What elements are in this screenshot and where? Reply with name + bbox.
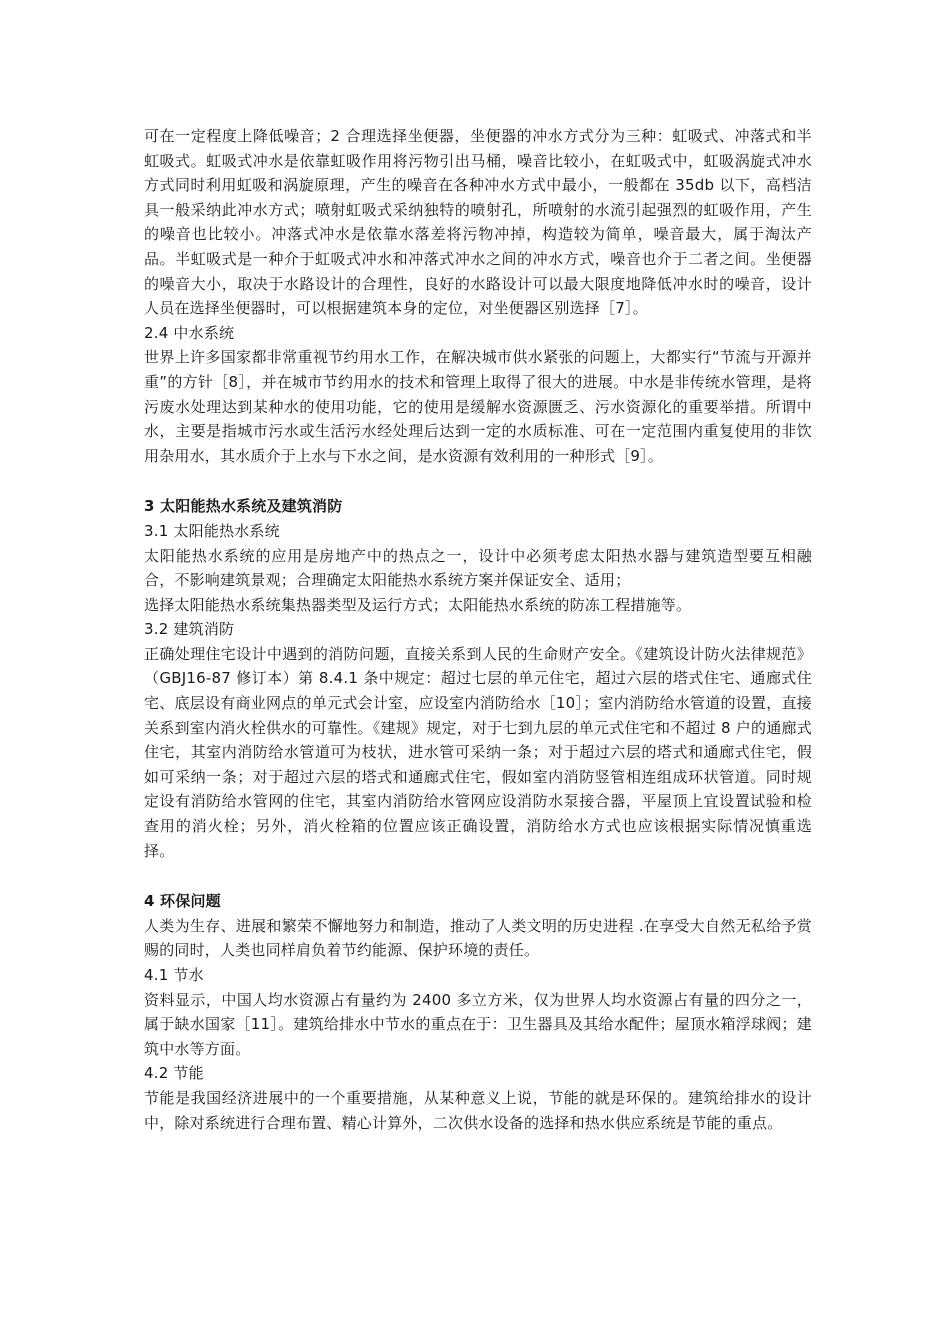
paragraph-3-2: 正确处理住宅设计中遇到的消防问题，直接关系到人民的生命财产安全。《建筑设计防火法律规范》（GBJ16-87 修订本）第 8.4.1 条中规定：超过七层的单元住宅，超过六层的塔式住宅、通廊式住宅、底层设有商业网点的单元式会计室，应设室内消防给水［10］；室内消防给水管道的设置，直接关系到室内消火栓供水的可靠性。《建规》规定，对于七到九层的单元式住宅和不超过 8 户的通廊式住宅，其室内消防给水管道可为枝状，进水管可采纳一条；对于超过六层的塔式和通廊式住宅，假如可采纳一条；对于超过六层的塔式和通廊式住宅，假如室内消防竖管相连组成环状管道。同时规定设有消防给水管网的住宅，其室内消防给水管网应设消防水泵接合器，平屋顶上宜设置试验和检查用的消火栓；另外，消火栓箱的位置应该正确设置，消防给水方式也应该根据实际情况慎重选择。 [144,644,812,860]
heading-4: 4 环保问题 [144,892,221,911]
heading-3: 3 太阳能热水系统及建筑消防 [144,497,343,516]
paragraph-2-4: 世界上许多国家都非常重视节约用水工作，在解决城市供水紧张的问题上，大都实行“节流与开源并重”的方针［8］，并在城市节约用水的技术和管理上取得了很大的进展。中水是非传统水管理，是将污废水处理达到某种水的使用功能，它的使用是缓解水资源匮乏、污水资源化的重要举措。所谓中水，主要是指城市污水或生活污水经处理后达到一定的水质标准、可在一定范围内重复使用的非饮用杂用水，其水质介于上水与下水之间，是水资源有效利用的一种形式［9］。 [144,348,812,465]
paragraph-4: 人类为生存、进展和繁荣不懈地努力和制造，推动了人类文明的历史进程 .在享受大自然无私给予赏赐的同时，人类也同样肩负着节约能源、保护环境的责任。 [144,916,812,960]
heading-4-2: 4.2 节能 [144,1064,204,1083]
paragraph-4-2: 节能是我国经济进展中的一个重要措施，从某种意义上说，节能的就是环保的。建筑给排水的设计中，除对系统进行合理布置、精心计算外，二次供水设备的选择和热水供应系统是节能的重点。 [144,1088,812,1132]
heading-2-4: 2.4 中水系统 [144,323,235,342]
section-gap [144,863,812,889]
paragraph-3-1b: 选择太阳能热水系统集热器类型及运行方式；太阳能热水系统的防冻工程措施等。 [144,595,692,614]
paragraph-3-1a: 太阳能热水系统的应用是房地产中的热点之一，设计中必须考虑太阳热水器与建筑造型要互相融合，不影响建筑景观；合理确定太阳能热水系统方案并保证安全、适用； [144,546,812,590]
document-page [144,124,812,1135]
heading-3-1: 3.1 太阳能热水系统 [144,521,280,540]
paragraph-intro: 可在一定程度上降低噪音；2 合理选择坐便器，坐便器的冲水方式分为三种：虹吸式、冲落式和半虹吸式。虹吸式冲水是依靠虹吸作用将污物引出马桶，噪音比较小，在虹吸式中，虹吸涡旋式冲水方式同时利用虹吸和涡旋原理，产生的噪音在各种冲水方式中最小，一般都在 35db 以下，高档洁具一般采纳此冲水方式；喷射虹吸式采纳独特的喷射孔，所喷射的水流引起强烈的虹吸作用，产生的噪音也比较小。冲落式冲水是依靠水落差将污物冲掉，构造较为简单，噪音最大，属于淘汰产品。半虹吸式是一种介于虹吸式冲水和冲落式冲水之间的冲水方式，噪音也介于二者之间。坐便器的噪音大小，取决于水路设计的合理性，良好的水路设计可以最大限度地降低冲水时的噪音，设计人员在选择坐便器时，可以根据建筑本身的定位，对坐便器区别选择［7］。 [144,127,812,318]
heading-4-1: 4.1 节水 [144,966,204,984]
section-gap [144,468,812,494]
paragraph-4-1: 资料显示，中国人均水资源占有量约为 2400 多立方米，仅为世界人均水资源占有量的四分之一，属于缺水国家［11］。建筑给排水中节水的重点在于：卫生器具及其给水配件；屋顶水箱浮球阀；建筑中水等方面。 [144,990,812,1058]
heading-3-2: 3.2 建筑消防 [144,620,235,639]
